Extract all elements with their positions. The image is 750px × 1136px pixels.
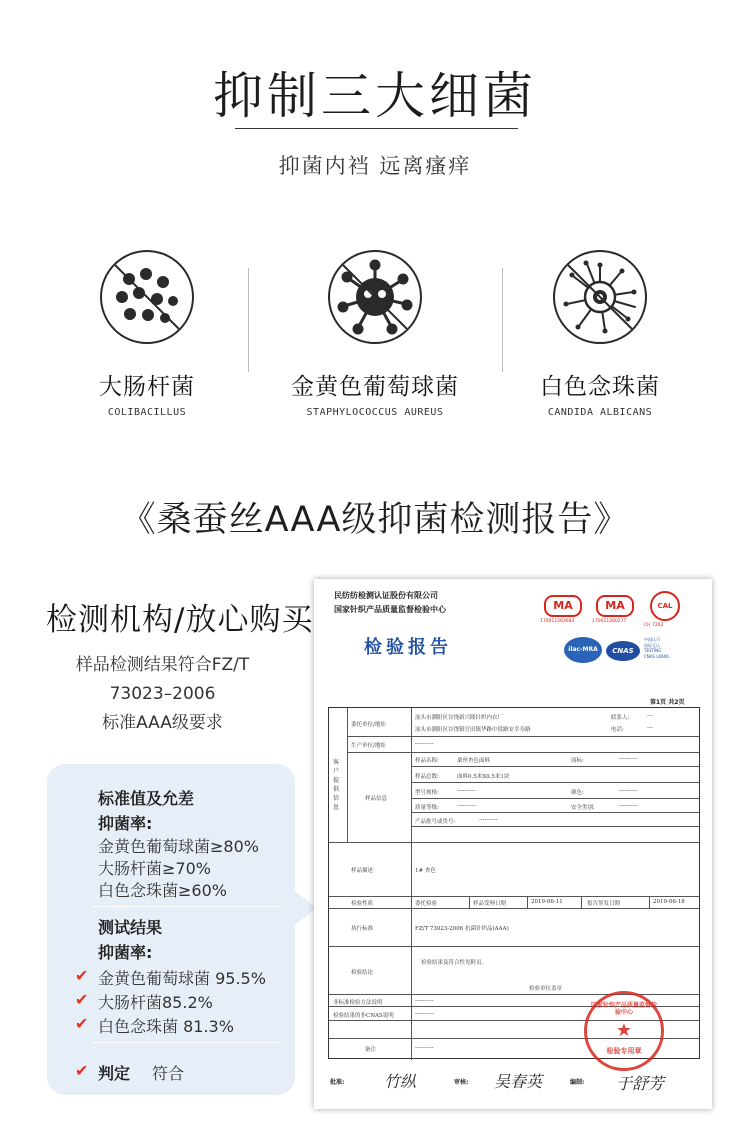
inspection-seal-icon [584, 991, 664, 1071]
cell-value: 检验结果及符合性见附页。 [421, 960, 488, 966]
page-title: 抑制三大细菌 [213, 67, 537, 125]
title-divider [235, 128, 518, 129]
result-title: 测试结果 [98, 918, 163, 937]
compliance-description [40, 651, 285, 738]
germ-card-staphylococcus [275, 250, 475, 418]
cnas-caption [644, 637, 669, 659]
seal-subtext: 检验专用章 [606, 1047, 642, 1055]
review-label: 审核: [454, 1079, 469, 1086]
prepare-signature: 于舒芳 [616, 1074, 665, 1093]
cell-value: ---------- [415, 1045, 434, 1051]
check-icon: ✔ [75, 1061, 89, 1080]
seal-star-icon: ★ [615, 1020, 633, 1041]
inspection-report-document [314, 579, 712, 1109]
cal-mark-text: CAL [657, 602, 673, 610]
cell-value: ---------- [415, 998, 434, 1004]
seal-text: 国家针织产品质量监督检验中心 [591, 1002, 658, 1016]
page-indicator: 第1页 共2页 [650, 699, 685, 706]
review-signature: 吴春英 [494, 1072, 543, 1091]
seal-note: 检验单位盖章 [529, 986, 563, 992]
cell-label: 检验结果的非CNAS说明 [333, 1013, 394, 1019]
germ-name-cn: 金黄色葡萄球菌 [291, 374, 459, 400]
germ-name-cn: 白色念珠菌 [540, 374, 660, 400]
cell-label: 报告签发日期 [587, 901, 621, 907]
cell-label: 检验结论 [351, 970, 374, 976]
report-org-2: 国家针织产品质量监督检验中心 [334, 605, 446, 614]
cnas-caption-line: 国际互认 [644, 642, 660, 648]
germ-name-cn: 大肠杆菌 [99, 374, 195, 400]
cell-value: ---------- [457, 788, 476, 794]
fungus-icon [553, 250, 647, 344]
cell-label: 样品信息 [365, 796, 388, 802]
cal-mark-icon [650, 591, 680, 621]
report-doc-title: 检验报告 [364, 637, 452, 658]
result-item: 金黄色葡萄球菌 95.5% [98, 969, 266, 988]
check-icon: ✔ [75, 966, 89, 985]
cnas-icon [606, 641, 640, 661]
report-section-title: 《桑蚕丝AAA级抑菌检测报告》 [120, 500, 630, 540]
prepare-label: 编制: [570, 1079, 585, 1086]
ilac-label: ilac-MRA [568, 646, 598, 653]
cell-value: 面料0.5米X0.5米1块 [457, 774, 510, 780]
germ-name-en: STAPHYLOCOCCUS AUREUS [306, 407, 444, 418]
cell-value: FZ/T 73023-2006 抗菌针织品(AAA) [415, 926, 509, 932]
result-rate-label: 抑菌率: [98, 943, 153, 962]
panel-divider [92, 1042, 282, 1043]
cal-number: CH 7202 [644, 623, 664, 628]
panel-divider [92, 906, 282, 907]
cnas-caption-line: 中国认可 [644, 637, 660, 642]
cma-mark-icon [596, 595, 634, 617]
cell-label: 产品批号或货号: [415, 819, 456, 825]
standard-rate-label: 抑菌率: [98, 814, 153, 833]
bacteria-dots-icon [100, 250, 194, 344]
cell-label: 检验性质 [351, 901, 374, 907]
cnas-caption-line: TESTING [644, 648, 662, 653]
result-item: 白色念珠菌 81.3% [98, 1017, 234, 1036]
cell-value: ---------- [619, 788, 638, 794]
check-icon: ✔ [75, 1014, 89, 1033]
desc-line: 样品检测结果符合FZ/T [75, 655, 250, 675]
germ-card-candida [500, 250, 700, 418]
verdict-label: 判定 [98, 1064, 131, 1083]
germ-name-en: COLIBACILLUS [107, 407, 187, 418]
cma-number: 170011260277 [592, 619, 627, 624]
standard-item: 金黄色葡萄球菌≥80% [98, 837, 259, 856]
cell-label: 样品总数: [415, 774, 439, 780]
cell-label: 型号规格: [415, 790, 439, 796]
cma-mark-text: MA [605, 599, 625, 612]
cell-value: 桑丝杏色面料 [457, 758, 491, 764]
cell-value: ---------- [619, 803, 638, 809]
germ-name-en: CANDIDA ALBICANS [547, 407, 653, 418]
cell-value: 汕头市潮阳区谷饶镇官田镇华路中段路安幸寿路 [415, 727, 531, 733]
cell-label: 样品描述 [351, 868, 374, 874]
cnas-caption-line: CNAS L0606 [644, 653, 669, 659]
cell-label: 非标准检验方法说明 [333, 1000, 383, 1006]
check-icon: ✔ [75, 990, 89, 1009]
ilac-mra-icon [564, 637, 602, 663]
germ-card-colibacillus [47, 250, 247, 418]
cell-label: 安全类别: [571, 805, 595, 811]
cell-label: 颜色: [571, 790, 584, 796]
cell-value: 2019-06-11 [531, 899, 563, 905]
cell-value: 委托检验 [415, 901, 438, 907]
standard-title: 标准值及允差 [98, 789, 195, 808]
cell-label: 电话: [611, 727, 624, 733]
cell-value: ---------- [415, 741, 434, 747]
cell-label: 样品名称: [415, 758, 439, 764]
cell-label: 商标: [571, 758, 584, 764]
cnas-label: CNAS [612, 647, 634, 655]
desc-line: 73023–2006 [109, 684, 216, 704]
cell-value: 汕头市潮阳区谷饶新兴隆针织内衣厂 [415, 715, 504, 721]
side-label: 客户提供信息 [333, 759, 340, 811]
cell-value: 1# 杏色 [415, 868, 436, 874]
cell-label: 备注 [365, 1047, 377, 1053]
verdict-value: 符合 [152, 1064, 185, 1083]
cell-value: ---------- [619, 756, 638, 762]
results-panel [47, 764, 295, 1095]
approve-signature: 竹纵 [384, 1072, 417, 1091]
cell-label: 委托单位/地址 [351, 722, 386, 728]
cell-label: 联系人: [611, 715, 630, 721]
standard-item: 大肠杆菌≥70% [98, 859, 211, 878]
cell-value: --- [647, 713, 653, 719]
cell-label: 生产单位/地址 [351, 743, 386, 749]
approve-label: 批准: [330, 1079, 345, 1086]
cell-value: ---------- [479, 817, 498, 823]
standard-item: 白色念珠菌≥60% [98, 881, 227, 900]
cell-value: --- [647, 725, 653, 731]
desc-line: 标准AAA级要求 [102, 713, 223, 733]
report-org-1: 民纺纺检测认证股份有限公司 [334, 591, 438, 600]
cma-mark-text: MA [553, 599, 573, 612]
cma-number: 170011263683 [540, 619, 575, 624]
page-subtitle: 抑菌内裆 远离瘙痒 [278, 154, 472, 178]
virus-icon [328, 250, 422, 344]
cell-value: ---------- [457, 803, 476, 809]
cell-label: 样品受理日期 [473, 901, 507, 907]
divider [248, 268, 249, 372]
cma-mark-icon [544, 595, 582, 617]
cell-label: 执行标准 [351, 926, 374, 932]
institution-heading: 检测机构/放心购买 [46, 602, 314, 638]
result-item: 大肠杆菌85.2% [98, 993, 213, 1012]
cell-value: 2019-06-18 [653, 899, 685, 905]
cell-label: 质量等级: [415, 805, 439, 811]
cell-value: ---------- [415, 1011, 434, 1017]
